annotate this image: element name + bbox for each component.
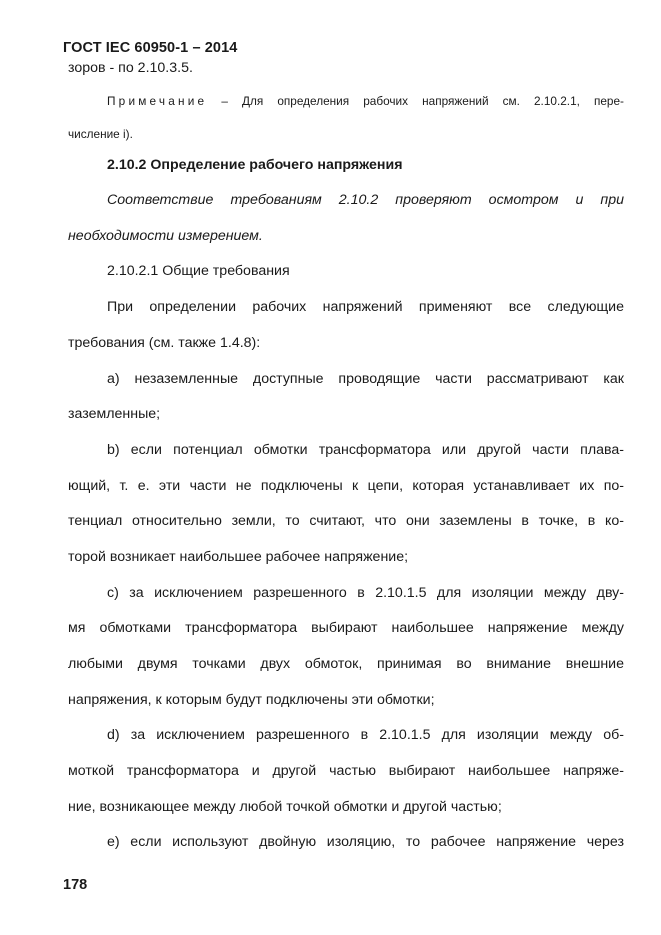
item-b-line-4: торой возникает наибольшее рабочее напряжение;: [68, 549, 409, 565]
continuation-line: зоров - по 2.10.3.5.: [68, 60, 193, 76]
item-a-line-1: a) незаземленные доступные проводящие части рассматривают как: [107, 371, 624, 387]
item-c-line-1: c) за исключением разрешенного в 2.10.1.5 для изоляции между дву-: [107, 585, 624, 601]
item-d-line-3: ние, возникающее между любой точкой обмотки и другой частью;: [68, 799, 502, 815]
item-c-line-3: любыми двумя точками двух обмоток, принимая во внимание внешние: [68, 656, 624, 672]
note-line-1: [107, 94, 624, 108]
compliance-line-2: необходимости измерением.: [68, 228, 263, 244]
intro-line-1: При определении рабочих напряжений применяют все следующие: [107, 299, 624, 315]
item-b-line-2: ющий, т. е. эти части не подключены к цепи, которая устанавливает их по-: [68, 478, 624, 494]
page-number: 178: [63, 877, 88, 893]
subsection-heading: 2.10.2.1 Общие требования: [107, 263, 290, 279]
item-c-line-2: мя обмотками трансформатора выбирают наибольшее напряжение между: [68, 620, 624, 636]
intro-line-2: требования (см. также 1.4.8):: [68, 335, 261, 351]
item-c-line-4: напряжения, к которым будут подключены эти обмотки;: [68, 692, 435, 708]
item-d-line-2: моткой трансформатора и другой частью выбирают наибольшее напряже-: [68, 763, 624, 779]
note-line-2: числение i).: [68, 127, 133, 141]
item-b-line-3: тенциал относительно земли, то считают, что они заземлены в точке, в ко-: [68, 513, 624, 529]
item-e-line-1: e) если используют двойную изоляцию, то рабочее напряжение через: [107, 834, 624, 850]
note-label: Примечание: [107, 94, 208, 108]
compliance-line-1: Соответствие требованиям 2.10.2 проверяют осмотром и при: [107, 192, 624, 208]
item-b-line-1: b) если потенциал обмотки трансформатора или другой части плава-: [107, 442, 624, 458]
item-d-line-1: d) за исключением разрешенного в 2.10.1.5 для изоляции между об-: [107, 727, 624, 743]
item-a-line-2: заземленные;: [68, 406, 161, 422]
section-heading: 2.10.2 Определение рабочего напряжения: [107, 157, 403, 173]
note-text: – Для определения рабочих напряжений см. 2.10.2.1, пере-: [207, 94, 624, 108]
standard-header: ГОСТ IEC 60950-1 – 2014: [63, 40, 238, 56]
